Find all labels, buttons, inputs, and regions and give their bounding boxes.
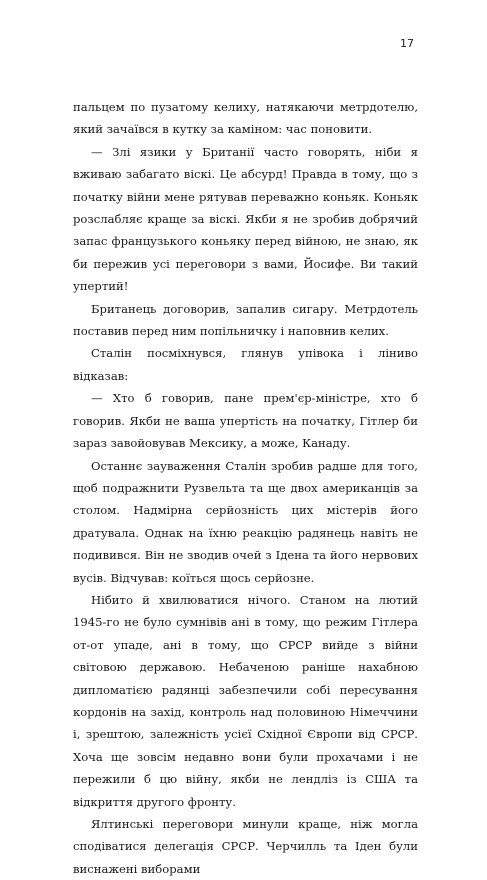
body-text <box>73 96 418 880</box>
paragraph-5: — Хто б говорив, пане прем'єр-міністре, хто б говорив. Якби не ваша упертість на початку, Гітлер би зараз завойовував Мексику, а може, Канаду. <box>73 391 418 451</box>
paragraph-1: пальцем по пузатому келиху, натякаючи метрдотелю, який зачаївся в кутку за каміном: час поновити. <box>73 100 418 137</box>
paragraph-3: Британець договорив, запалив сигару. Метрдотель поставив перед ним попільничку і наповнив келих. <box>73 301 418 339</box>
paragraph-6: Останнє зауваження Сталін зробив радше для того, щоб подражнити Рузвельта та ще двох американців за столом. Надмірна серйозність цих містерів його дратувала. Однак на їхню реакцію радянець навіть не подивився. Він не зводив очей з Ідена та його нервових вусів. Відчував: коїться щось серйозне. <box>73 458 418 585</box>
paragraph-4: Сталін посміхнувся, глянув упівока і ліниво відказав: <box>73 346 418 383</box>
paragraph-2: — Злі язики у Британії часто говорять, ніби я вживаю забагато віскі. Це абсурд! Правда в тому, що з початку війни мене рятував переважно коньяк. Коньяк розслабляє краще за віскі. Якби я не зробив добрячий запас французького коньяку перед війною, не знаю, як би пережив усі переговори з вами, Йосифе. Ви такий упертий! <box>73 144 418 294</box>
page-number: 17 <box>400 37 414 50</box>
paragraph-8: Ялтинські переговори минули краще, ніж могла сподіватися делегація СРСР. Черчилль та Іден були виснажені виборами <box>73 817 418 876</box>
paragraph-7: Нібито й хвилюватися нічого. Станом на лютий 1945-го не було сумнівів ані в тому, що режим Гітлера от-от упаде, ані в тому, що СРСР вийде з війни світовою державою. Небаченою раніше нахабною дипломатією радянці забезпечили собі пересування кордонів на захід, контроль над половиною Німеччини і, зрештою, залежність усієї Східної Європи від СРСР. Хоча ще зовсім недавно вони були прохачами і не пережили б цю війну, якби не лендліз із США та відкриття другого фронту. <box>73 592 418 809</box>
